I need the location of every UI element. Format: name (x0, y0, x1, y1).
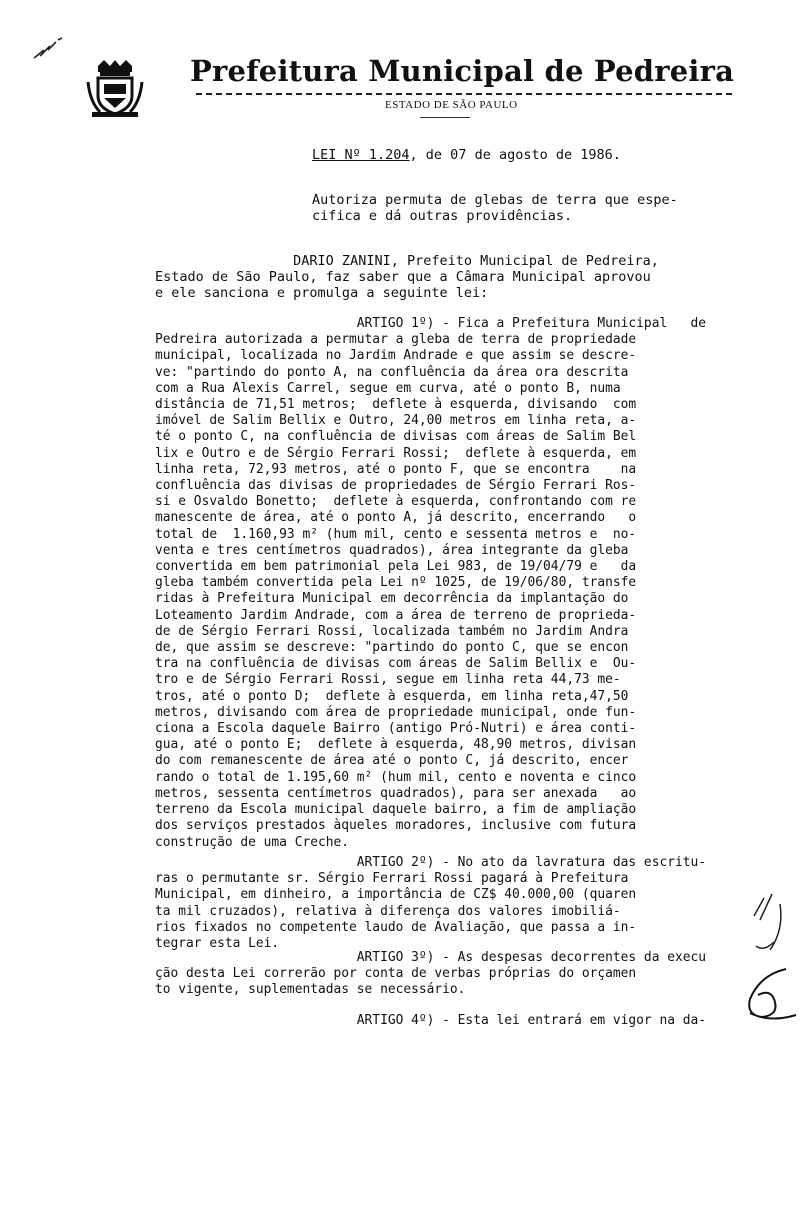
law-date: , de 07 de agosto de 1986. (409, 147, 621, 163)
handwritten-mark (30, 36, 70, 64)
signature-initials (750, 890, 800, 970)
municipal-crest-icon (86, 58, 144, 118)
preamble: DARIO ZANINI, Prefeito Municipal de Pedreira, Estado de São Paulo, faz saber que a Câmara Municipal aprovou e ele sanciona e promulga a seguinte lei: (155, 253, 659, 301)
signature-scribble (740, 965, 800, 1025)
law-heading (312, 147, 621, 163)
article-3: ARTIGO 3º) - As despesas decorrentes da execu ção desta Lei correrão por conta de verbas próprias do orçamen to vigente, suplementadas se necessário. (155, 950, 707, 998)
law-number: LEI Nº 1.204 (312, 147, 410, 163)
article-4: ARTIGO 4º) - Esta lei entrará em vigor na da- (155, 1013, 707, 1028)
article-2: ARTIGO 2º) - No ato da lavratura das escritu- ras o permutante sr. Sérgio Ferrari Rossi pagará à Prefeitura Municipal, em dinheiro, a importância de CZ$ 40.000,00 (quaren ta mil cruzados), relativa à diferença dos valores imobiliá- rios fixados no competente laudo de Avaliação, que passa a in- tegrar esta Lei. (155, 855, 707, 952)
header-divider (196, 93, 732, 95)
header-subtitle: ESTADO DE SÃO PAULO (385, 99, 518, 111)
article-1: ARTIGO 1º) - Fica a Prefeitura Municipal de Pedreira autorizada a permutar a gleba de terra de propriedade municipal, localizada no Jardim Andrade e que assim se descre- ve: "partindo do ponto A, na confluência da área ora descrita com a Rua Alexis Carrel, segue em curva, até o ponto B, numa distância de 71,51 metros; deflete à esquerda, divisando com imóvel de Salim Bellix e Outro, 24,00 metros em linha reta, a- té o ponto C, na confluência de divisas com áreas de Salim Bel lix e Outro e de Sérgio Ferrari Rossi; deflete à esquerda, em linha reta, 72,93 metros, até o ponto F, que se encontra na confluência das divisas de propriedades de Sérgio Ferrari Ros- si e Osvaldo Bonetto; deflete à esquerda, confrontando com re manescente de área, até o ponto A, já descrito, encerrando o total de 1.160,93 m² (hum mil, cento e sessenta metros e no- venta e tres centímetros quadrados), área integrante da gleba convertida em bem patrimonial pela Lei 983, de 19/04/79 e da gleba também convertida pela Lei nº 1025, de 19/06/80, transfe ridas à Prefeitura Municipal em decorrência da implantação do Loteamento Jardim Andrade, com a área de terreno de proprieda- de de Sérgio Ferrari Rossi, localizada também no Jardim Andra de, que assim se descreve: "partindo do ponto C, que se encon tra na confluência de divisas com áreas de Salim Bellix e Ou- tro e de Sérgio Ferrari Rossi, segue em linha reta 44,73 me- tros, até o ponto D; deflete à esquerda, em linha reta,47,50 metros, divisando com área de propriedade municipal, onde fun- ciona a Escola daquele Bairro (antigo Pró-Nutri) e área conti- gua, até o ponto E; deflete à esquerda, 48,90 metros, divisan do com remanescente de área até o ponto C, já descrito, encer rando o total de 1.195,60 m² (hum mil, cento e noventa e cinco metros, sessenta centímetros quadrados), para ser anexada ao terreno da Escola municipal daquele bairro, a fim de ampliação dos serviços prestados àqueles moradores, inclusive com futura construção de uma Creche. (155, 316, 707, 850)
subtitle-divider (420, 117, 470, 118)
law-summary: Autoriza permuta de glebas de terra que espe- cifica e dá outras providências. (312, 192, 678, 224)
page-title: Prefeitura Municipal de Pedreira (190, 54, 735, 88)
